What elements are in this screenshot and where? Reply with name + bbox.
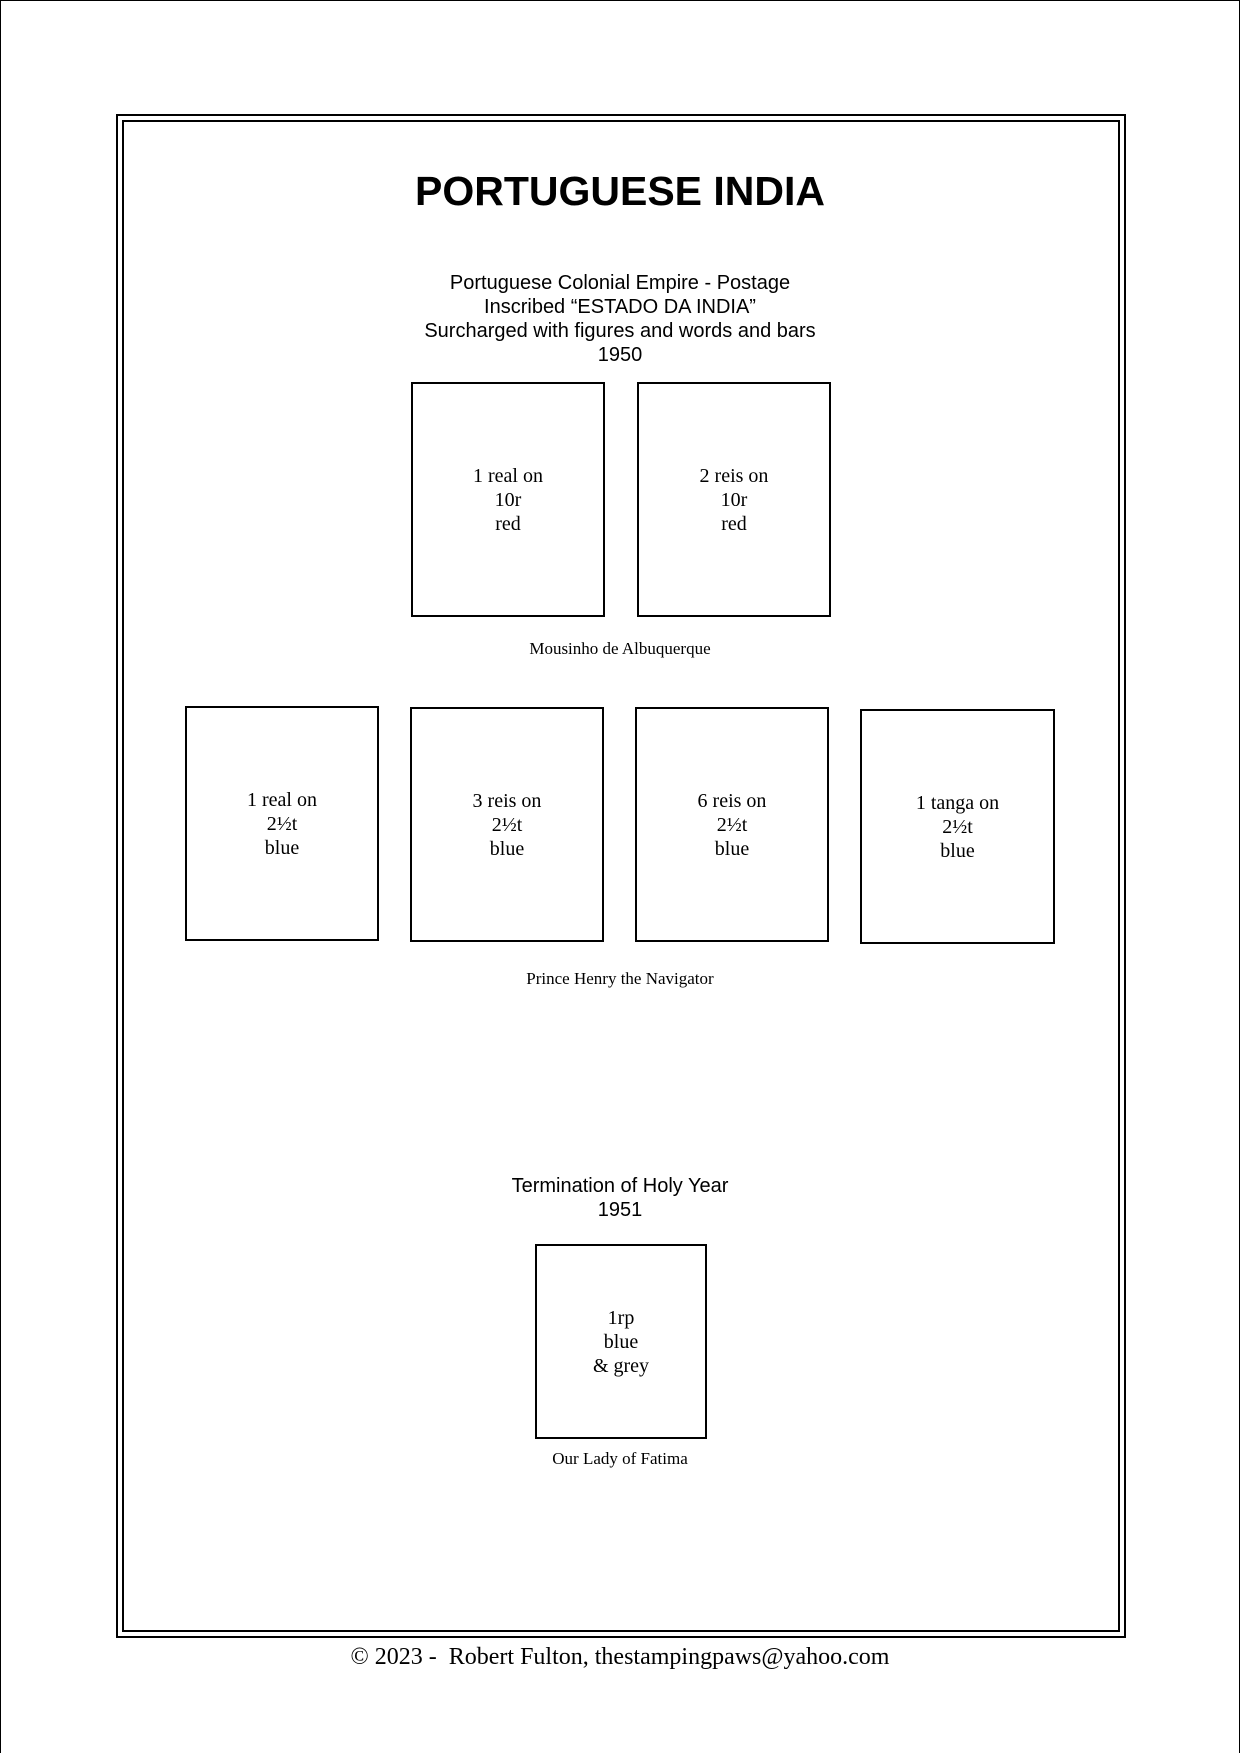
stamp-box[interactable] [535, 1244, 707, 1439]
stamp-text: 2 reis on [699, 464, 769, 487]
stamp-caption: Mousinho de Albuquerque [529, 639, 711, 658]
stamp-box[interactable] [635, 707, 829, 942]
stamp-text: 2½t [716, 813, 748, 836]
stamp-text: blue [264, 836, 300, 859]
stamp-text: 1 real on [247, 788, 317, 811]
heading-line: Inscribed “ESTADO DA INDIA” [484, 296, 756, 318]
heading-line: Termination of Holy Year [511, 1175, 729, 1197]
stamp-text: & grey [592, 1354, 650, 1377]
heading-line: 1951 [597, 1199, 643, 1221]
section-1951-heading [0, 1174, 1240, 1222]
stamp-box[interactable] [411, 382, 605, 617]
stamp-text: 2½t [266, 812, 298, 835]
stamp-text: 2½t [942, 815, 973, 838]
stamp-caption: Our Lady of Fatima [552, 1449, 688, 1468]
stamp-text: blue [940, 839, 975, 862]
stamp-box[interactable] [637, 382, 831, 617]
copyright-footer: © 2023 - Robert Fulton, thestampingpaws@yahoo.com [350, 1644, 890, 1670]
stamp-text: 1 real on [473, 464, 543, 487]
heading-line: 1950 [597, 344, 643, 366]
stamp-caption: Prince Henry the Navigator [526, 969, 714, 988]
stamp-text: 2½t [491, 813, 523, 836]
stamp-text: blue [714, 837, 750, 860]
stamp-box[interactable] [185, 706, 379, 941]
stamp-text: red [721, 512, 747, 535]
stamp-text: 6 reis on [697, 789, 767, 812]
heading-line: Surcharged with figures and words and bars [424, 320, 816, 342]
stamp-text: red [495, 512, 521, 535]
stamp-text: 10r [720, 488, 748, 511]
page-title: PORTUGUESE INDIA [414, 168, 826, 214]
stamp-box[interactable] [410, 707, 604, 942]
stamp-text: blue [603, 1330, 639, 1353]
stamp-box[interactable] [860, 709, 1055, 944]
stamp-text: 3 reis on [472, 789, 542, 812]
section-1950-heading [0, 271, 1240, 367]
heading-line: Portuguese Colonial Empire - Postage [449, 272, 791, 294]
stamp-text: 10r [494, 488, 522, 511]
stamp-text: 1rp [607, 1306, 635, 1329]
stamp-text: blue [489, 837, 525, 860]
stamp-text: 1 tanga on [915, 791, 1000, 814]
